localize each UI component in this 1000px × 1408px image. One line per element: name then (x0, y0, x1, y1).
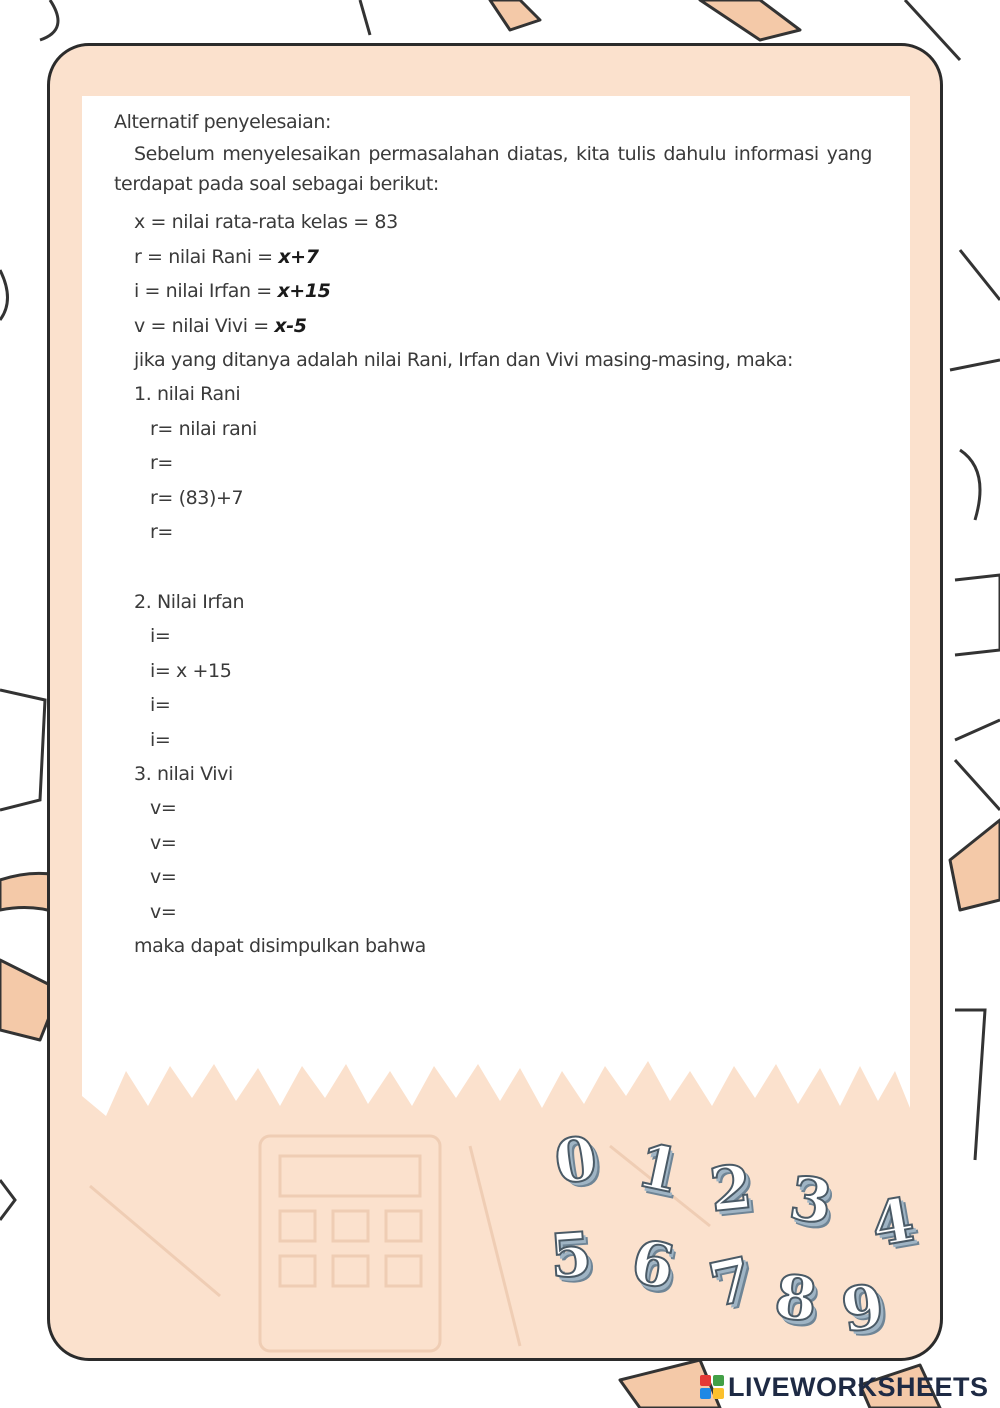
heading: Alternatif penyelesaian: (114, 111, 332, 133)
definition-r: r = nilai Rani = x+7 (134, 246, 319, 268)
digit-2: 2 (706, 1152, 756, 1226)
brand-name: LIVEWORKSHEETS (728, 1371, 989, 1402)
section-irfan-title: 2. Nilai Irfan (134, 591, 245, 613)
worksheet-card (47, 43, 943, 1361)
section-rani-title: 1. nilai Rani (134, 383, 241, 405)
vivi-line-1: v= (150, 797, 177, 819)
definition-i: i = nilai Irfan = x+15 (134, 280, 331, 302)
definition-v: v = nilai Vivi = x-5 (134, 315, 307, 337)
irfan-line-3: i= (150, 694, 171, 716)
decorative-digits (547, 1123, 940, 1356)
digit-8: 8 (771, 1262, 821, 1336)
irfan-line-1: i= (150, 625, 171, 647)
rani-line-3: r= (83)+7 (150, 487, 244, 509)
vivi-line-2: v= (150, 832, 177, 854)
irfan-line-4: i= (150, 729, 171, 751)
rani-line-2: r= (150, 452, 173, 474)
vivi-line-4: v= (150, 901, 177, 923)
liveworksheets-logo[interactable] (700, 1370, 989, 1404)
liveworksheets-mark-icon (700, 1375, 724, 1399)
question-text: jika yang ditanya adalah nilai Rani, Irfan dan Vivi masing-masing, maka: (134, 349, 793, 371)
digit-6: 6 (626, 1226, 680, 1304)
rani-line-4: r= (150, 521, 173, 543)
rani-line-1: r= nilai rani (150, 418, 257, 440)
digit-1: 1 (631, 1130, 687, 1208)
intro-paragraph: Sebelum menyelesaikan permasalahan diatas, kita tulis dahulu informasi yang terdapat pada soal sebagai berikut: (114, 143, 872, 195)
digit-4: 4 (866, 1184, 920, 1262)
digit-7: 7 (703, 1244, 759, 1322)
definition-x: x = nilai rata-rata kelas = 83 (134, 211, 398, 233)
irfan-line-2: i= x +15 (150, 660, 232, 682)
vivi-line-3: v= (150, 866, 177, 888)
digit-9: 9 (837, 1271, 889, 1347)
conclusion-text: maka dapat disimpulkan bahwa (134, 935, 426, 957)
digit-0: 0 (550, 1123, 602, 1199)
section-vivi-title: 3. nilai Vivi (134, 763, 233, 785)
digit-3: 3 (785, 1163, 837, 1239)
digit-5: 5 (547, 1219, 595, 1293)
